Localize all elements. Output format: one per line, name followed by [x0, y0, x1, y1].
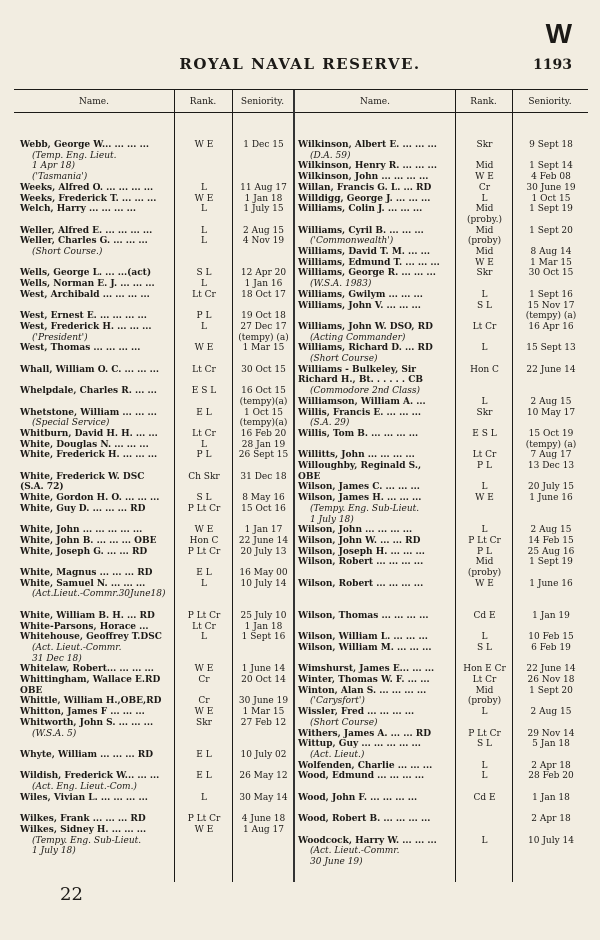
entry-name: (Acting Commander): [310, 332, 406, 343]
entry-sen: 1 Oct 15: [531, 193, 571, 204]
entry-sen: 25 Aug 16: [527, 546, 575, 557]
entry-sen: 1 Mar 15: [242, 707, 285, 718]
entry-name: Wells, Norman E. J. ... ... ...: [20, 279, 155, 290]
entry-rank: L: [201, 792, 207, 803]
entry-sen: 1 Jan 18: [244, 193, 283, 204]
entry-sen: 16 Oct 15: [241, 386, 286, 397]
entry-rank: (proby): [467, 696, 502, 707]
entry-rank: Skr: [476, 407, 493, 418]
entry-name: White, Douglas N. ... ... ...: [20, 439, 149, 450]
entry-rank: P L: [196, 311, 212, 322]
entry-rank: L: [201, 182, 207, 193]
entry-rank: Lt Cr: [192, 289, 216, 300]
entry-name: (Short Course): [310, 354, 378, 364]
entry-name: OBE: [20, 685, 43, 696]
entry-rank: E S L: [191, 386, 217, 397]
entry-rank: W E: [194, 343, 214, 354]
entry-sen: 1 June 14: [241, 664, 286, 675]
entry-name: Richard H., Bt. . . . . . CB: [298, 375, 423, 386]
entry-rank: S L: [196, 493, 212, 504]
entry-sen: 1 June 16: [529, 493, 573, 504]
entry-name: White, William B. H. ... RD: [20, 610, 155, 621]
col-header-seniority: Seniority.: [240, 97, 285, 107]
entry-sen: 1 Sept 16: [241, 632, 286, 643]
col-header-rank: Rank.: [470, 97, 497, 107]
entry-sen: 26 Nov 18: [527, 675, 575, 685]
entry-rank: S L: [476, 300, 492, 311]
entry-name: Williams, John V. ... ... ...: [298, 300, 421, 311]
entry-name: Williams, Richard D. ... RD: [298, 343, 433, 354]
divider: [512, 90, 513, 882]
entry-rank: Mid: [475, 557, 494, 568]
entry-sen: 27 Dec 17: [240, 321, 287, 332]
entry-sen: 30 Oct 15: [528, 268, 574, 279]
entry-name: Whitton, James F ... ... ...: [20, 707, 145, 718]
entry-name: West, Archibald ... ... ... ...: [20, 289, 150, 300]
entry-sen: 16 Feb 20: [240, 428, 287, 439]
entry-sen: 1 Jan 19: [532, 610, 570, 621]
entry-rank: L: [201, 236, 207, 247]
page-title: ROYAL NAVAL RESERVE.: [179, 55, 421, 73]
entry-name: Willoughby, Reginald S.,: [298, 461, 422, 471]
divider: [455, 90, 456, 882]
entry-rank: W E: [194, 140, 214, 150]
entry-rank: P Lt Cr: [468, 728, 501, 739]
entry-rank: L: [481, 343, 488, 354]
entry-rank: P Lt Cr: [187, 814, 221, 825]
entry-sen: 9 Sept 18: [529, 140, 573, 150]
entry-name: Williams, David T. M. ... ...: [298, 247, 430, 257]
entry-sen: 5 Jan 18: [532, 739, 570, 750]
entry-name: Willis, Francis E. ... ... ...: [298, 407, 421, 418]
entry-sen: 11 Aug 17: [240, 182, 287, 193]
entry-sen: 1 Mar 15: [530, 257, 572, 268]
entry-name: Weller, Alfred E. ... ... ... ...: [20, 225, 153, 236]
entry-sen: (tempy)(a): [239, 396, 288, 407]
entry-name: (Short Course): [310, 717, 378, 728]
entry-rank: (proby): [467, 568, 502, 578]
entry-sen: (tempy) (a): [525, 311, 577, 322]
entry-rank: L: [481, 193, 488, 204]
entry-name: Wilson, Robert ... ... ... ...: [298, 557, 424, 568]
entry-rank: Hon E Cr: [463, 664, 506, 675]
entry-name: ('Tasmania'): [32, 172, 88, 183]
entry-name: (Special Service): [32, 418, 110, 429]
entry-sen: 15 Nov 17: [527, 300, 575, 311]
entry-name: ('President'): [32, 332, 88, 343]
entry-rank: L: [201, 578, 207, 589]
entry-sen: (tempy) (a): [525, 439, 577, 450]
entry-name: Weeks, Alfred O. ... ... ... ...: [20, 182, 154, 193]
entry-sen: 18 Oct 17: [241, 289, 286, 300]
entry-name: Weller, Charles G. ... ... ...: [20, 236, 148, 247]
entry-name: Wilson, John W. ... ... RD: [298, 535, 421, 546]
entry-rank: E L: [196, 771, 212, 782]
entry-name: Whitworth, John S. ... ... ...: [20, 717, 154, 728]
entry-name: Wilson, William L. ... ... ...: [298, 632, 428, 643]
entry-rank: L: [481, 482, 488, 493]
entry-name: Wilkinson, John ... ... ... ...: [298, 172, 429, 183]
entry-rank: Skr: [196, 717, 212, 728]
entry-name: Weeks, Frederick T. ... ... ...: [20, 193, 157, 204]
entry-sen: 1 Sept 14: [529, 161, 573, 172]
entry-rank: L: [201, 279, 207, 290]
entry-name: Williams, Colin J. ... ... ...: [298, 204, 423, 215]
entry-sen: 6 Feb 19: [531, 642, 571, 653]
entry-rank: S L: [476, 739, 492, 750]
entry-name: Winton, Alan S. ... ... ... ...: [298, 685, 427, 696]
entry-name: (Act. Lieut.): [310, 749, 365, 760]
entry-name: (Commodore 2nd Class): [310, 386, 420, 397]
entry-name: Wilkes, Frank ... ... ... RD: [20, 814, 146, 825]
entry-name: (W.S.A. 5): [32, 728, 77, 739]
entry-rank: Cd E: [473, 610, 496, 621]
entry-rank: Skr: [476, 140, 493, 150]
entry-rank: (proby.): [466, 214, 502, 225]
entry-sen: 1 Sept 19: [529, 557, 573, 568]
entry-rank: Cr: [198, 696, 210, 707]
entry-rank: L: [481, 835, 488, 846]
entry-name: Whyte, William ... ... ... RD: [20, 749, 154, 760]
entry-sen: 13 Dec 13: [527, 461, 575, 471]
entry-sen: 29 Nov 14: [527, 728, 575, 739]
entry-rank: Cr: [478, 182, 491, 193]
entry-sen: 20 July 15: [528, 482, 574, 493]
entry-rank: Mid: [475, 161, 494, 172]
entry-sen: 1 Mar 15: [242, 343, 285, 354]
col-header-name: Name.: [360, 97, 390, 107]
entry-rank: E L: [196, 568, 212, 578]
entry-sen: 22 June 14: [526, 664, 576, 675]
entry-sen: 30 May 14: [239, 792, 288, 803]
entry-sen: 1 Jan 16: [244, 279, 283, 290]
entry-sen: 2 Aug 15: [530, 525, 572, 536]
entry-sen: 30 Oct 15: [241, 364, 286, 375]
entry-rank: Mid: [475, 685, 494, 696]
entry-name: Wittup, Guy ... ... ... ... ...: [298, 739, 421, 750]
entry-name: Welch, Harry ... ... ... ...: [20, 204, 136, 215]
entry-sen: 1 Sept 20: [529, 685, 573, 696]
entry-sen: 2 Aug 15: [530, 707, 572, 718]
entry-sen: 27 Feb 12: [240, 717, 287, 728]
entry-rank: L: [201, 225, 207, 236]
entry-name: Wood, Robert B. ... ... ... ...: [298, 814, 431, 825]
entry-name: Withers, James A. ... ... RD: [298, 728, 432, 739]
entry-name: Williams, Edmund T. ... ... ...: [298, 257, 440, 268]
divider: [293, 90, 295, 882]
entry-sen: 19 Oct 18: [241, 311, 286, 322]
entry-name: Willdigg, George J. ... ... ...: [298, 193, 431, 204]
entry-name: Whitehouse, Geoffrey T.DSC: [20, 632, 162, 643]
entry-sen: 10 Feb 15: [528, 632, 574, 643]
entry-name: Wood, John F. ... ... ... ...: [298, 792, 418, 803]
entry-name: Wilkes, Sidney H. ... ... ...: [20, 824, 147, 835]
entry-name: Willitts, John ... ... ... ...: [298, 450, 415, 461]
divider: [232, 90, 233, 882]
entry-name: Williams, Cyril B. ... ... ...: [298, 225, 424, 236]
entry-rank: W E: [194, 664, 214, 675]
entry-rank: P L: [196, 450, 212, 461]
entry-rank: S L: [196, 268, 212, 279]
entry-rank: L: [481, 396, 488, 407]
entry-sen: 2 Apr 18: [531, 814, 571, 825]
entry-rank: Lt Cr: [192, 364, 216, 375]
entry-name: White, Samuel N. ... ... ...: [20, 578, 146, 589]
entry-sen: 16 May 00: [239, 568, 288, 578]
entry-sen: 20 Oct 14: [241, 675, 286, 685]
entry-rank: Mid: [475, 204, 494, 215]
entry-sen: 2 Aug 15: [530, 396, 572, 407]
entry-name: West, Frederick H. ... ... ...: [20, 321, 152, 332]
entry-rank: E L: [196, 407, 212, 418]
entry-name: OBE: [298, 471, 321, 482]
entry-sen: 1 Oct 15: [244, 407, 283, 418]
entry-name: Whittle, William H.,OBE,RD: [20, 696, 162, 707]
entry-rank: L: [201, 632, 207, 643]
footer-page-ref: 22: [60, 884, 83, 905]
entry-sen: 1 Jan 18: [244, 621, 283, 632]
entry-sen: 10 July 14: [240, 578, 287, 589]
entry-sen: 20 July 13: [240, 546, 287, 557]
entry-name: White, Gordon H. O. ... ... ...: [20, 493, 160, 504]
entry-sen: 22 June 14: [238, 535, 289, 546]
entry-sen: 10 July 14: [528, 835, 574, 846]
entry-rank: W E: [194, 824, 214, 835]
entry-rank: Lt Cr: [192, 428, 216, 439]
entry-sen: 1 Jan 18: [532, 792, 570, 803]
entry-name: Willan, Francis G. L. ... RD: [298, 182, 432, 193]
entry-name: ('Commonwealth'): [310, 236, 394, 247]
entry-name: (D.A. 59): [310, 150, 351, 161]
entry-sen: 26 May 12: [239, 771, 288, 782]
entry-name: White, Joseph G. ... ... RD: [20, 546, 148, 557]
entry-name: Williams, Gwilym ... ... ...: [298, 289, 423, 300]
entry-rank: W E: [194, 525, 214, 536]
entry-sen: 15 Oct 19: [528, 428, 574, 439]
entry-name: (S.A. 29): [310, 418, 350, 429]
entry-rank: Lt Cr: [472, 450, 497, 461]
entry-rank: P Lt Cr: [187, 546, 221, 557]
entry-name: Williams, George R. ... ... ...: [298, 268, 436, 279]
entry-name: Whall, William O. C. ... ... ...: [20, 364, 160, 375]
entry-name: White, Frederick W. DSC: [20, 471, 145, 482]
entry-sen: (tempy) (a): [238, 332, 289, 343]
entry-name: Wilson, John ... ... ... ...: [298, 525, 413, 536]
entry-name: Wilson, William M. ... ... ...: [298, 642, 432, 653]
entry-name: 1 July 18): [310, 514, 354, 525]
entry-rank: Cr: [198, 675, 210, 685]
entry-rank: Hon C: [189, 535, 219, 546]
entry-rank: L: [201, 204, 207, 215]
entry-sen: 1 Sept 16: [529, 289, 573, 300]
divider: [174, 90, 175, 882]
entry-name: Whitburn, David H. H. ... ...: [20, 428, 158, 439]
entry-rank: Mid: [475, 247, 494, 257]
entry-name: Willis, Tom B. ... ... ... ...: [298, 428, 419, 439]
entry-rank: Lt Cr: [192, 621, 216, 632]
entry-rank: Skr: [476, 268, 493, 279]
entry-sen: 26 Sept 15: [238, 450, 289, 461]
entry-rank: Ch Skr: [188, 471, 220, 482]
entry-name: West, Thomas ... ... ... ...: [20, 343, 141, 354]
entry-sen: 1 Sept 19: [529, 204, 573, 215]
entry-rank: P L: [477, 461, 492, 471]
entry-rank: L: [201, 321, 207, 332]
col-header-rank: Rank.: [189, 97, 217, 107]
entry-name: White, John B. ... ... ... OBE: [20, 535, 157, 546]
entry-rank: Mid: [475, 225, 494, 236]
entry-name: ('Carysfort'): [310, 696, 365, 707]
entry-rank: E L: [196, 749, 212, 760]
entry-name: Wilson, James H. ... ... ...: [298, 493, 422, 504]
entry-name: Wilson, Thomas ... ... ... ...: [298, 610, 429, 621]
entry-rank: W E: [475, 578, 494, 589]
entry-name: Wood, Edmund ... ... ... ...: [298, 771, 425, 782]
entry-rank: E S L: [472, 428, 497, 439]
entry-sen: 31 Dec 18: [240, 471, 287, 482]
entry-rank: P Lt Cr: [468, 535, 501, 546]
entry-rank: (proby): [467, 236, 502, 247]
entry-sen: 1 July 15: [243, 204, 284, 215]
col-header-name: Name.: [79, 97, 109, 107]
table-header-rule: [14, 112, 588, 113]
entry-rank: P L: [477, 546, 492, 557]
entry-rank: Cd E: [473, 792, 496, 803]
entry-name: West, Ernest E. ... ... ... ...: [20, 311, 147, 322]
entry-name: Wildish, Frederick W... ... ...: [20, 771, 160, 782]
entry-rank: L: [481, 525, 488, 536]
entry-name: Wilkinson, Henry R. ... ... ...: [298, 161, 437, 172]
entry-name: Whitelaw, Robert... ... ... ...: [20, 664, 154, 675]
entry-name: White, Magnus ... ... ... RD: [20, 568, 153, 578]
entry-sen: 8 Aug 14: [530, 247, 572, 257]
entry-rank: P Lt Cr: [187, 503, 221, 514]
entry-rank: Lt Cr: [472, 675, 497, 685]
entry-sen: 16 Apr 16: [528, 321, 574, 332]
entry-name: 30 June 19): [310, 856, 363, 867]
entry-name: Whetstone, William ... ... ...: [20, 407, 157, 418]
entry-name: Winter, Thomas W. F. ... ...: [298, 675, 430, 685]
entry-sen: (tempy)(a): [239, 418, 288, 429]
col-header-seniority: Seniority.: [528, 97, 572, 107]
entry-name: (Act.Lieut.-Commr.30June18): [32, 589, 166, 600]
entry-rank: W E: [475, 493, 494, 504]
entry-name: Woodcock, Harry W. ... ... ...: [298, 835, 437, 846]
entry-name: Wolfenden, Charlie ... ... ...: [298, 760, 433, 771]
entry-sen: 4 Feb 08: [531, 172, 571, 183]
entry-rank: L: [481, 289, 488, 300]
entry-rank: Lt Cr: [472, 321, 497, 332]
entry-sen: 10 July 02: [240, 749, 287, 760]
entry-sen: 1 Jan 17: [244, 525, 283, 536]
entry-name: (Act. Lieut.-Commr.: [32, 642, 122, 653]
entry-name: (W.S.A. 1983): [310, 279, 372, 290]
table-top-rule: [14, 89, 588, 90]
entry-sen: 14 Feb 15: [528, 535, 574, 546]
entry-name: Whittingham, Wallace E.RD: [20, 675, 161, 685]
entry-name: Williamson, William A. ...: [298, 396, 426, 407]
entry-sen: 15 Oct 16: [241, 503, 286, 514]
entry-rank: W E: [475, 257, 494, 268]
entry-sen: 4 June 18: [241, 814, 286, 825]
entry-sen: 2 Aug 15: [243, 225, 284, 236]
entry-name: Webb, George W... ... ... ...: [20, 140, 149, 150]
entry-name: Wissler, Fred ... ... ... ...: [298, 707, 415, 718]
entry-rank: L: [481, 771, 488, 782]
entry-name: White-Parsons, Horace ...: [20, 621, 149, 632]
entry-name: (Tempy. Eng. Sub-Lieut.: [32, 835, 142, 846]
entry-sen: 1 Sept 20: [529, 225, 573, 236]
entry-sen: 30 June 19: [526, 182, 576, 193]
entry-name: White, Frederick H. ... ... ...: [20, 450, 158, 461]
entry-name: Wilson, Joseph H. ... ... ...: [298, 546, 425, 557]
entry-name: (S.A. 72): [20, 482, 64, 493]
entry-name: 31 Dec 18): [32, 653, 82, 664]
entry-name: 1 Apr 18): [32, 161, 75, 172]
entry-rank: W E: [194, 193, 214, 204]
entry-sen: 28 Feb 20: [528, 771, 574, 782]
entry-name: (Act. Lieut.-Commr.: [310, 846, 400, 857]
entry-sen: 4 Nov 19: [242, 236, 285, 247]
entry-sen: 8 May 16: [242, 493, 285, 504]
entry-name: (Short Course.): [32, 247, 103, 257]
entry-rank: W E: [194, 707, 214, 718]
entry-name: Whelpdale, Charles R. ... ...: [20, 386, 157, 397]
entry-name: Wimshurst, James E... ... ...: [298, 664, 435, 675]
entry-name: (Tempy. Eng. Sub-Lieut.: [310, 503, 420, 514]
entry-sen: 1 June 16: [529, 578, 573, 589]
entry-name: 1 July 18): [32, 846, 76, 857]
entry-sen: 7 Aug 17: [530, 450, 572, 461]
entry-rank: L: [201, 439, 207, 450]
entry-rank: L: [481, 632, 488, 643]
entry-rank: L: [481, 707, 488, 718]
entry-name: Wells, George L. ... ...(act): [20, 268, 152, 279]
entry-sen: 10 May 17: [526, 407, 576, 418]
page-number: 1193: [533, 57, 572, 73]
entry-sen: 25 July 10: [240, 610, 287, 621]
entry-sen: 22 June 14: [526, 364, 576, 375]
entry-name: Williams - Bulkeley, Sir: [298, 364, 417, 375]
entry-rank: Hon C: [470, 364, 499, 375]
entry-sen: 1 Dec 15: [243, 140, 284, 150]
entry-name: White, John ... ... ... ... ...: [20, 525, 143, 536]
entry-sen: 1 Aug 17: [243, 824, 284, 835]
entry-rank: W E: [475, 172, 494, 183]
entry-name: Wilkinson, Albert E. ... ... ...: [298, 140, 437, 150]
entry-sen: 30 June 19: [238, 696, 289, 707]
entry-name: (Temp. Eng. Lieut.: [32, 150, 117, 161]
entry-sen: 2 Apr 18: [531, 760, 571, 771]
entry-name: Wilson, Robert ... ... ... ...: [298, 578, 424, 589]
entry-sen: 12 Apr 20: [240, 268, 287, 279]
entry-sen: 15 Sept 13: [526, 343, 576, 354]
entry-name: Wilson, James C. ... ... ...: [298, 482, 420, 493]
entry-rank: S L: [476, 642, 492, 653]
entry-rank: L: [481, 760, 488, 771]
entry-rank: P Lt Cr: [187, 610, 221, 621]
entry-name: White, Guy D. ... ... ... RD: [20, 503, 146, 514]
entry-name: Wiles, Vivian L. ... ... ... ...: [20, 792, 148, 803]
entry-sen: 28 Jan 19: [241, 439, 286, 450]
entry-name: (Act. Eng. Lieut.-Com.): [32, 782, 137, 792]
section-letter: W: [545, 18, 572, 49]
entry-name: Williams, John W. DSO, RD: [298, 321, 433, 332]
